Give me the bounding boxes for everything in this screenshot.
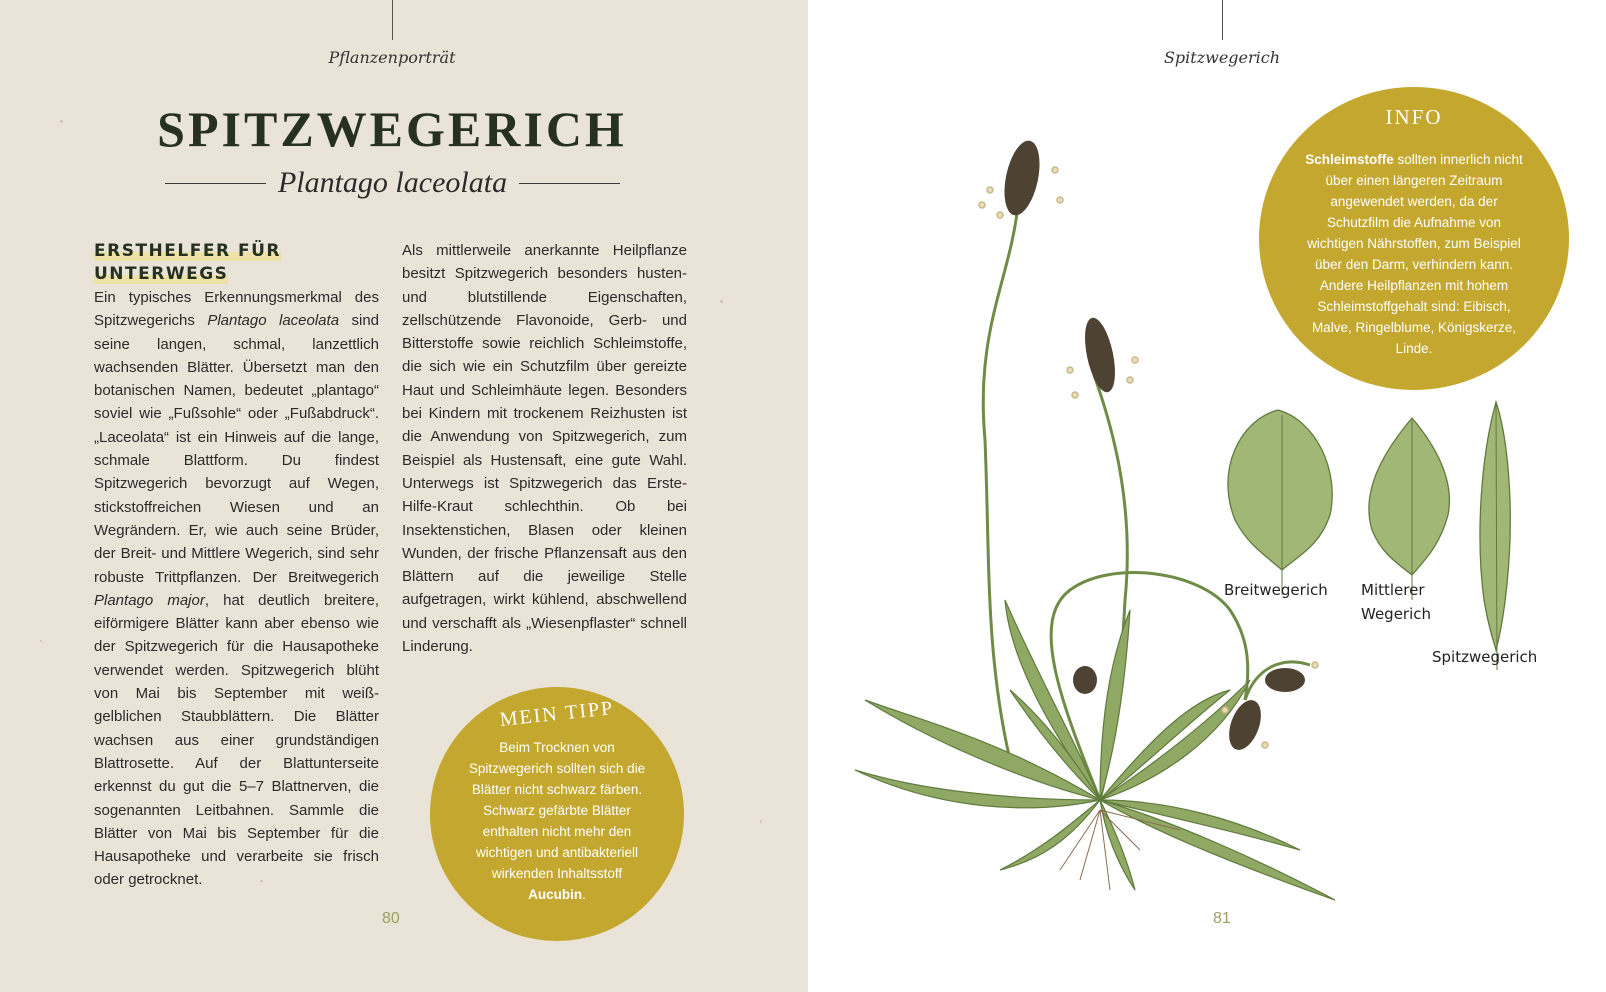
body-column-1: Ein typisches Erkennungsmerkmal des Spitzwegerichs Plantago laceolata sind seine langen, schmal, lanzettlich wachsenden Blätter. Übersetzt man den botanischen Namen, bedeutet „plantago“ soviel wie „Fußsohle“ oder „Fußabdruck“. „Laceolata“ ist ein Hinweis auf die lange, schmale Blattform. Du findest Spitzwegerich bevorzugt auf Wegen, stickstoffreichen Wiesen und an Wegrändern. Er, wie auch seine Brüder, der Breit- und Mittlere Wegerich, sind sehr robuste Trittpflanzen. Der Breitwegerich Plantago major, hat deutlich breitere, eiförmigere Blätter kann aber ebenso wie der Spitzwegerich für die Hausapotheke verwendet werden. Spitzwegerich blüht von Mai bis September mit weiß-gelblichen Staubblättern. Die Blätter wachsen aus einer grundständigen Blattrosette. Auf der Blattunterseite erkennst du gut die 5–7 Blattnerven, die sogenannten Leitbahnen. Sammle die Blätter von Mai bis September für die Hausapotheke und verarbeite sie frisch oder getrocknet.: [94, 289, 380, 889]
page-title: SPITZWEGERICH: [157, 101, 627, 157]
latin-name: Plantago laceolata: [277, 166, 508, 199]
page-number-right: 81: [1213, 910, 1231, 927]
info-title: INFO: [1385, 105, 1443, 129]
label-breitwegerich: Breitwegerich: [1224, 581, 1328, 599]
label-spitzwegerich: Spitzwegerich: [1432, 648, 1538, 666]
running-head-left: Pflanzenporträt: [328, 48, 456, 67]
info-circle: [1259, 87, 1569, 390]
label-mittlerer-wegerich: Mittlerer Wegerich: [1361, 581, 1432, 623]
body-column-2: Als mittlerweile anerkannte Heilpflanze besitzt Spitzwegerich besonders husten- und blutstillende Eigenschaften, zellschützende Flavonoide, Gerb- und Bitterstoffe sowie reichlich Schleimstoffe, die sich wie ein Schutzfilm über gereizte Haut und Schleimhäute legen. Besonders bei Kindern mit trockenem Reizhusten ist die Anwendung von Spitzwegerich, zum Beispiel als Hustensaft, eine gute Wahl. Unterwegs ist Spitzwegerich das Erste-Hilfe-Kraut schlechthin. Ob bei Insektenstichen, Blasen oder kleinen Wunden, der frische Pflanzensaft aus den Blättern auf die jeweilige Stelle aufgetragen, wirkt kühlend, abschwellend und verschafft als „Wiesenpflaster“ schnell Linderung.: [402, 242, 687, 656]
page-number-left: 80: [382, 910, 400, 927]
running-head-right: Spitzwegerich: [1163, 48, 1281, 67]
tip-title: MEIN TIPP: [498, 697, 616, 731]
info-text: Schleimstoffe sollten innerlich nicht über einen längeren Zeitraum angewendet werden, da der Schutzfilm die Aufnahme von wichtigen Nährstoffen, zum Beispiel über den Darm, verhindern kann. Andere Heilpflanzen mit hohem Schleimstoffgehalt sind: Eibisch, Malve, Ringelblume, Königskerze, Linde.: [1305, 152, 1523, 356]
tip-text: Beim Trocknen von Spitzwegerich sollten sich die Blätter nicht schwarz färben. Schwarz gefärbte Blätter enthalten nicht mehr den wichtigen und antibakteriell wirkenden Inhaltsstoff Aucubin.: [468, 740, 646, 902]
section-heading-text: ERSTHELFER FÜR UNTERWEGS: [94, 241, 281, 284]
